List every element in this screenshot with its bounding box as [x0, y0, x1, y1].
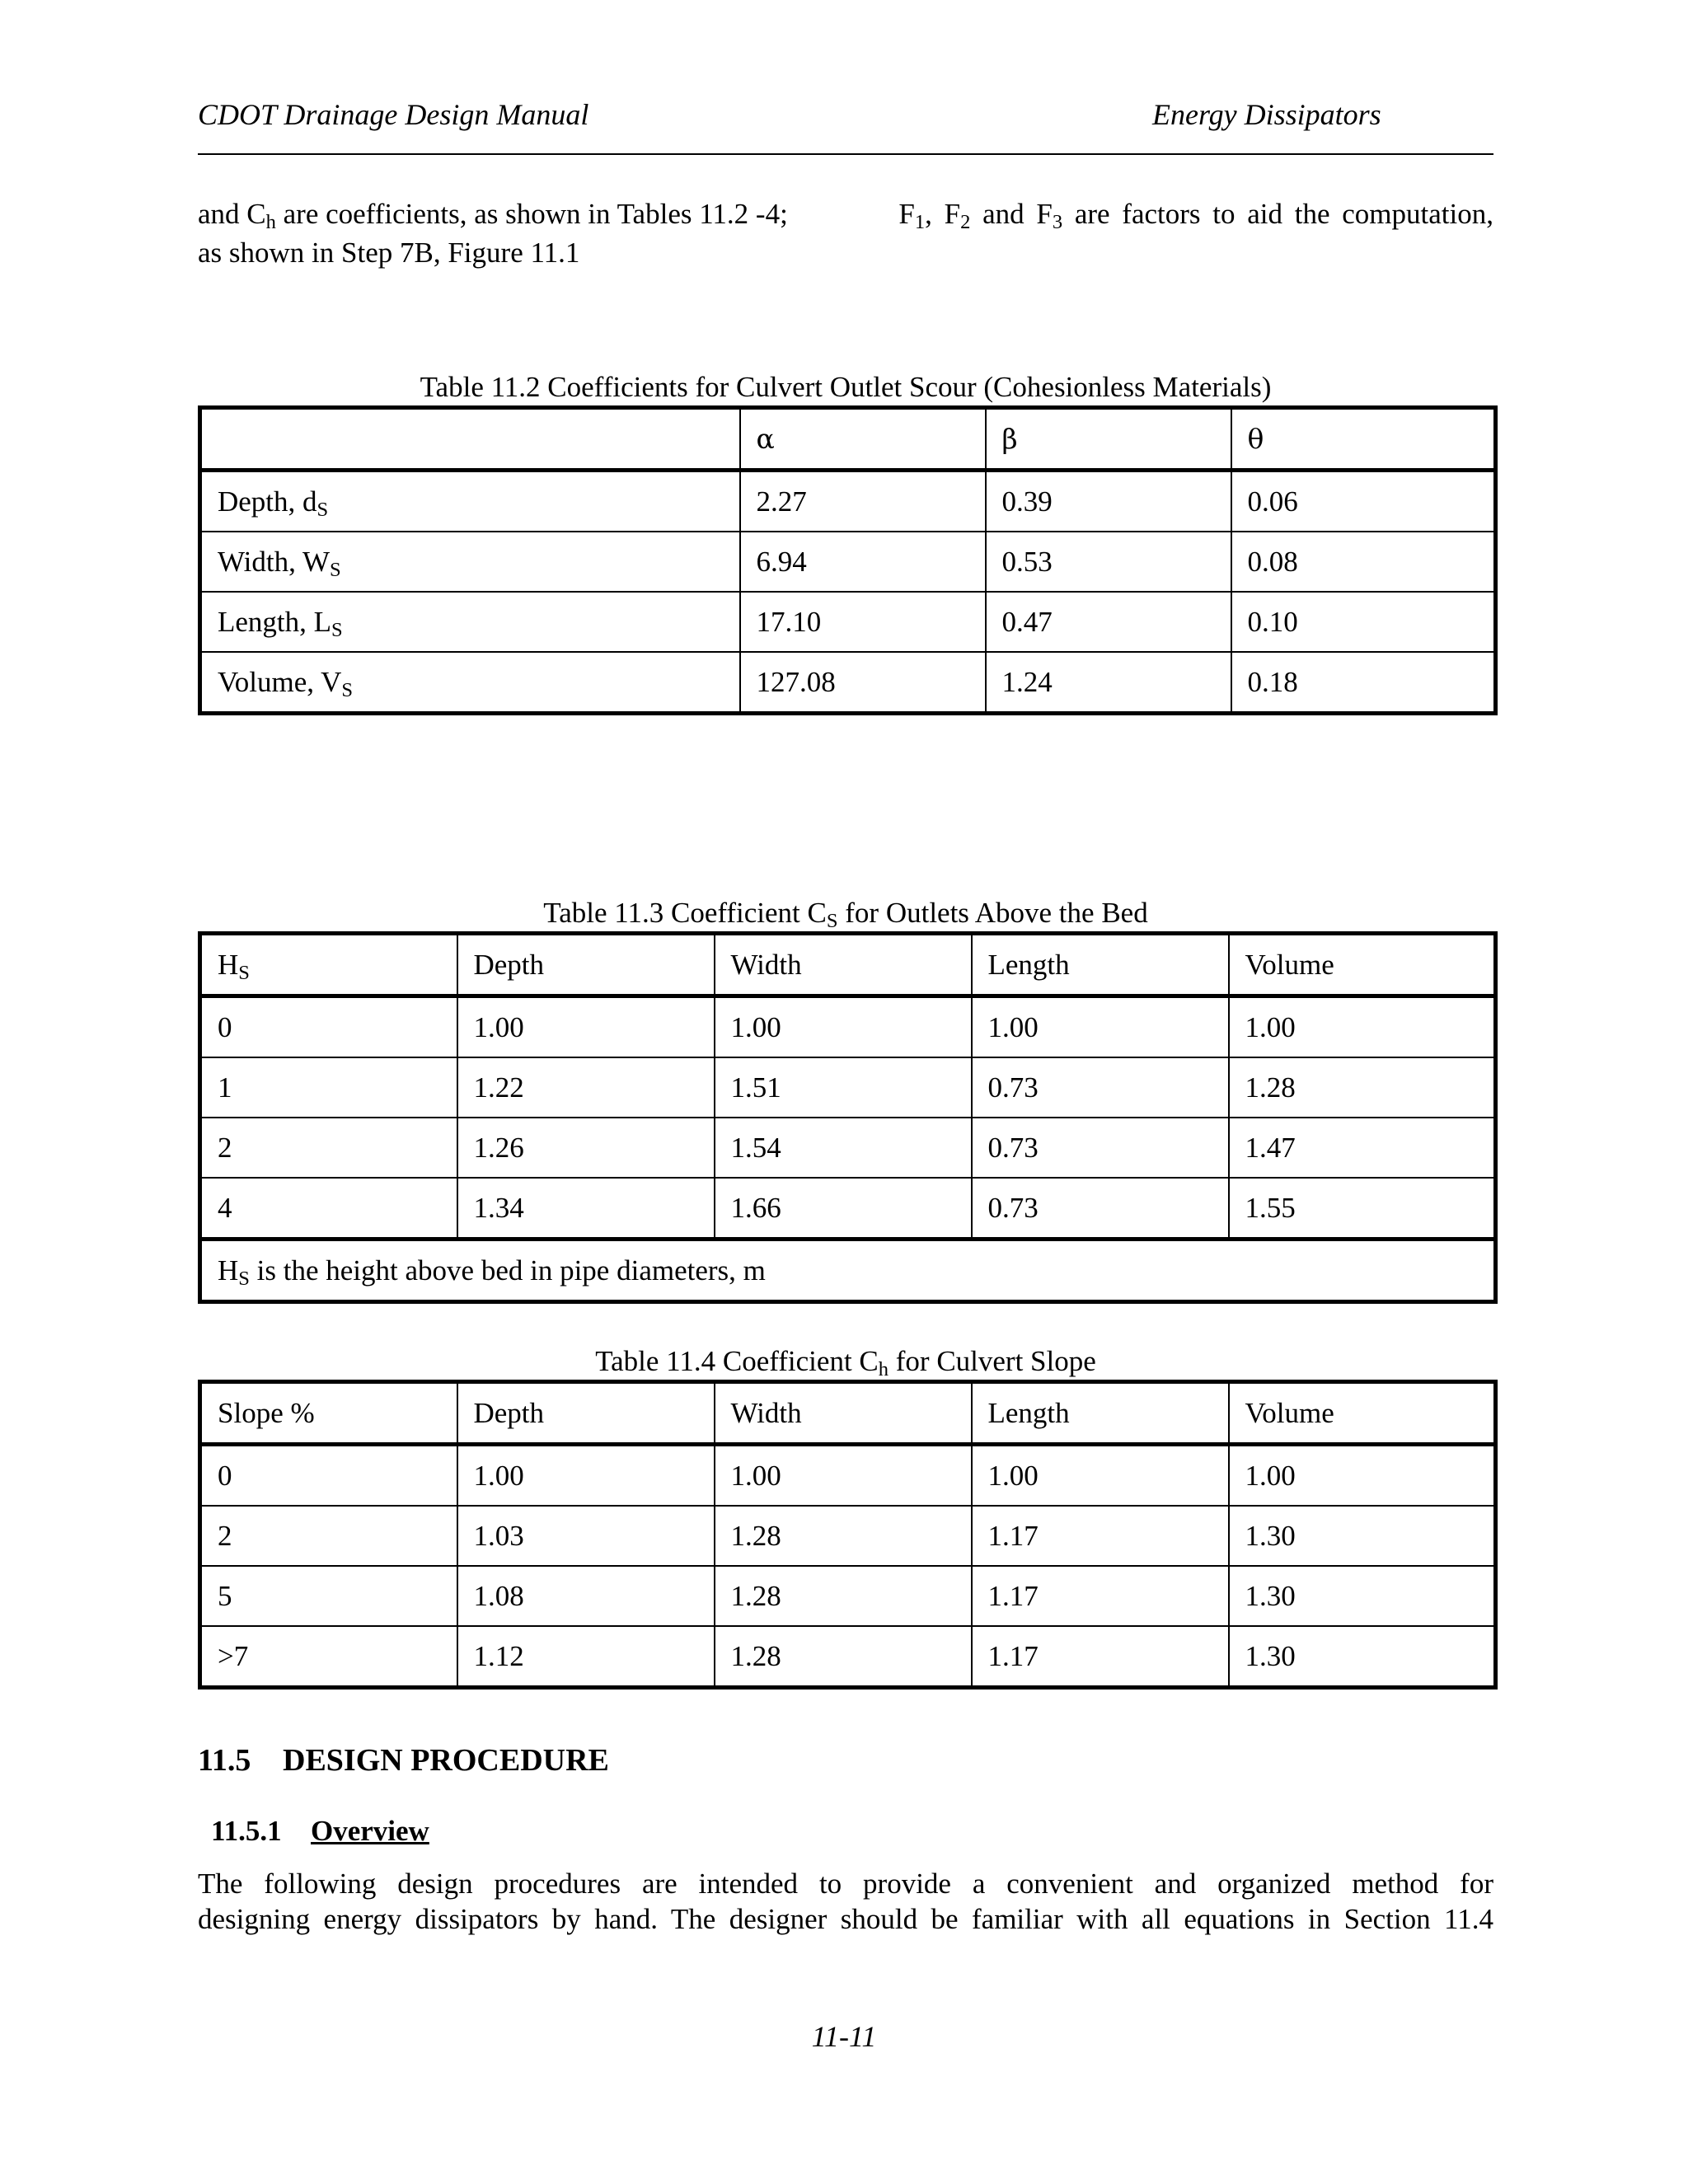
- cell-width: 1.54: [715, 1118, 972, 1178]
- header-cell-theta: θ: [1231, 408, 1496, 471]
- intro-line-1: [198, 196, 1493, 235]
- cell-width: 1.51: [715, 1057, 972, 1118]
- table-row: [200, 1445, 1496, 1507]
- table-row: [200, 1626, 1496, 1688]
- table-11-2-caption: Table 11.2 Coefficients for Culvert Outlet Scour (Cohesionless Materials): [420, 371, 1272, 403]
- cell-beta: 0.39: [986, 471, 1231, 532]
- cell-volume: 1.30: [1229, 1626, 1496, 1688]
- cell-hs: 1: [200, 1057, 457, 1118]
- intro-line-2: as shown in Step 7B, Figure 11.1: [198, 237, 580, 269]
- cell-beta: 0.53: [986, 532, 1231, 592]
- overview-paragraph: [198, 1866, 1493, 1937]
- cell-width: 1.00: [715, 996, 972, 1058]
- row-label: Volume, $V_S$: [200, 652, 740, 714]
- cell-theta: 0.08: [1231, 532, 1496, 592]
- cell-theta: 0.06: [1231, 471, 1496, 532]
- table-header-row: [200, 408, 1496, 471]
- cell-hs: 2: [200, 1118, 457, 1178]
- cell-length: 0.73: [972, 1118, 1229, 1178]
- table-header-row: [200, 934, 1496, 996]
- cell-volume: 1.00: [1229, 1445, 1496, 1507]
- header-cell-beta: β: [986, 408, 1231, 471]
- header-cell-width: Width: [715, 1382, 972, 1445]
- cell-width: 1.28: [715, 1506, 972, 1566]
- cell-width: 1.28: [715, 1566, 972, 1626]
- cell-depth: 1.00: [457, 996, 715, 1058]
- cell-beta: 0.47: [986, 592, 1231, 652]
- cell-length: 0.73: [972, 1178, 1229, 1240]
- header-cell-slope: Slope %: [200, 1382, 457, 1445]
- running-header-title: CDOT Drainage Design Manual: [198, 98, 589, 131]
- table-11-3-caption: Table 11.3 Coefficient $C_S$ for Outlets Above the Bed: [543, 897, 1148, 932]
- table-row: [200, 592, 1496, 652]
- table-11-2: [198, 405, 1498, 715]
- subsection-heading: 11.5.1 Overview: [211, 1815, 429, 1847]
- table-header-row: [200, 1382, 1496, 1445]
- intro-right-clause: $F_1$, $F_2$ and $F_3$ are factors to aid the computation,: [898, 198, 1493, 233]
- cell-depth: 1.26: [457, 1118, 715, 1178]
- table-footnote-row: [200, 1240, 1496, 1302]
- row-label: Length, $L_S$: [200, 592, 740, 652]
- header-cell-volume: Volume: [1229, 934, 1496, 996]
- header-cell-depth: Depth: [457, 1382, 715, 1445]
- cell-volume: 1.28: [1229, 1057, 1496, 1118]
- header-cell-length: Length: [972, 934, 1229, 996]
- paragraph-line: designing energy dissipators by hand. The designer should be familiar with all equations in Section 11.4: [198, 1903, 1493, 1935]
- cell-alpha: 17.10: [740, 592, 986, 652]
- header-cell-length: Length: [972, 1382, 1229, 1445]
- cell-depth: 1.08: [457, 1566, 715, 1626]
- table-row: [200, 471, 1496, 532]
- cell-depth: 1.22: [457, 1057, 715, 1118]
- running-header-chapter: Energy Dissipators: [1152, 98, 1381, 131]
- intro-left-clause: and $C_h$ are coefficients, as shown in Tables 11.2 -4;: [198, 198, 788, 233]
- cell-depth: 1.03: [457, 1506, 715, 1566]
- cell-width: 1.66: [715, 1178, 972, 1240]
- cell-width: 1.28: [715, 1626, 972, 1688]
- cell-hs: 4: [200, 1178, 457, 1240]
- cell-width: 1.00: [715, 1445, 972, 1507]
- cell-hs: 0: [200, 996, 457, 1058]
- header-cell-width: Width: [715, 934, 972, 996]
- cell-length: 1.17: [972, 1566, 1229, 1626]
- header-cell-empty: [200, 408, 740, 471]
- table-row: [200, 532, 1496, 592]
- cell-slope: 2: [200, 1506, 457, 1566]
- table-row: [200, 1566, 1496, 1626]
- cell-beta: 1.24: [986, 652, 1231, 714]
- cell-length: 1.00: [972, 1445, 1229, 1507]
- cell-alpha: 2.27: [740, 471, 986, 532]
- cell-alpha: 127.08: [740, 652, 986, 714]
- table-11-4: [198, 1380, 1498, 1690]
- table-row: [200, 1118, 1496, 1178]
- table-row: [200, 1178, 1496, 1240]
- table-11-3: [198, 931, 1498, 1304]
- cell-volume: 1.47: [1229, 1118, 1496, 1178]
- table-row: [200, 652, 1496, 714]
- cell-volume: 1.55: [1229, 1178, 1496, 1240]
- header-cell-alpha: α: [740, 408, 986, 471]
- cell-length: 1.17: [972, 1626, 1229, 1688]
- cell-volume: 1.00: [1229, 996, 1496, 1058]
- row-label: Depth, $d_S$: [200, 471, 740, 532]
- cell-length: 1.00: [972, 996, 1229, 1058]
- section-heading: 11.5 DESIGN PROCEDURE: [198, 1743, 609, 1778]
- table-footnote: $H_S$ is the height above bed in pipe diameters, m: [200, 1240, 1496, 1302]
- cell-depth: 1.34: [457, 1178, 715, 1240]
- table-11-4-caption: Table 11.4 Coefficient $C_h$ for Culvert Slope: [595, 1345, 1096, 1380]
- cell-theta: 0.18: [1231, 652, 1496, 714]
- cell-slope: 5: [200, 1566, 457, 1626]
- table-row: [200, 996, 1496, 1058]
- cell-slope: 0: [200, 1445, 457, 1507]
- cell-theta: 0.10: [1231, 592, 1496, 652]
- cell-alpha: 6.94: [740, 532, 986, 592]
- header-cell-depth: Depth: [457, 934, 715, 996]
- table-row: [200, 1057, 1496, 1118]
- header-cell-volume: Volume: [1229, 1382, 1496, 1445]
- cell-slope: >7: [200, 1626, 457, 1688]
- cell-volume: 1.30: [1229, 1506, 1496, 1566]
- intro-text: [198, 196, 1493, 270]
- cell-depth: 1.00: [457, 1445, 715, 1507]
- cell-length: 0.73: [972, 1057, 1229, 1118]
- table-row: [200, 1506, 1496, 1566]
- cell-volume: 1.30: [1229, 1566, 1496, 1626]
- cell-length: 1.17: [972, 1506, 1229, 1566]
- page-number: 11-11: [811, 2020, 877, 2053]
- paragraph-line: The following design procedures are intended to provide a convenient and organized method for: [198, 1868, 1493, 1900]
- row-label: Width, $W_S$: [200, 532, 740, 592]
- header-rule: [198, 153, 1493, 155]
- cell-depth: 1.12: [457, 1626, 715, 1688]
- header-cell-hs: $H_S$: [200, 934, 457, 996]
